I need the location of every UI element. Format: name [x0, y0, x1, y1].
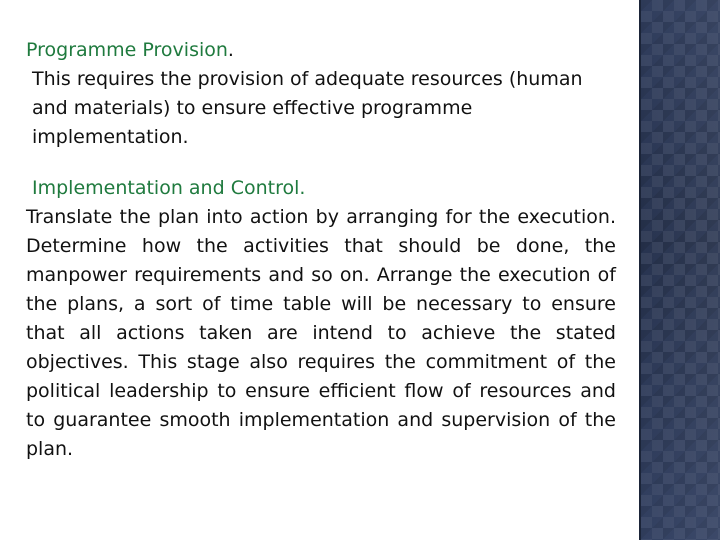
heading-suffix: .	[227, 39, 234, 61]
section-implementation-control	[26, 174, 616, 464]
decorative-side-band	[641, 0, 720, 540]
section-heading: Implementation and Control.	[32, 177, 306, 199]
section-heading-wrap	[26, 36, 616, 65]
slide-content	[26, 36, 616, 464]
section-heading-wrap	[26, 174, 616, 203]
section-body: This requires the provision of adequate resources (human and materials) to ensure effective programme implementation.	[32, 68, 583, 148]
section-body: Translate the plan into action by arranging for the execution. Determine how the activities that should be done, the manpower requirements and so on. Arrange the execution of the plans, a sort of time table will be necessary to ensure that all actions taken are intend to achieve the stated objectives. This stage also requires the commitment of the political leadership to ensure efficient flow of resources and to guarantee smooth implementation and supervision of the plan.	[26, 206, 616, 460]
section-heading: Programme Provision	[26, 39, 228, 61]
section-programme-provision	[26, 36, 616, 152]
